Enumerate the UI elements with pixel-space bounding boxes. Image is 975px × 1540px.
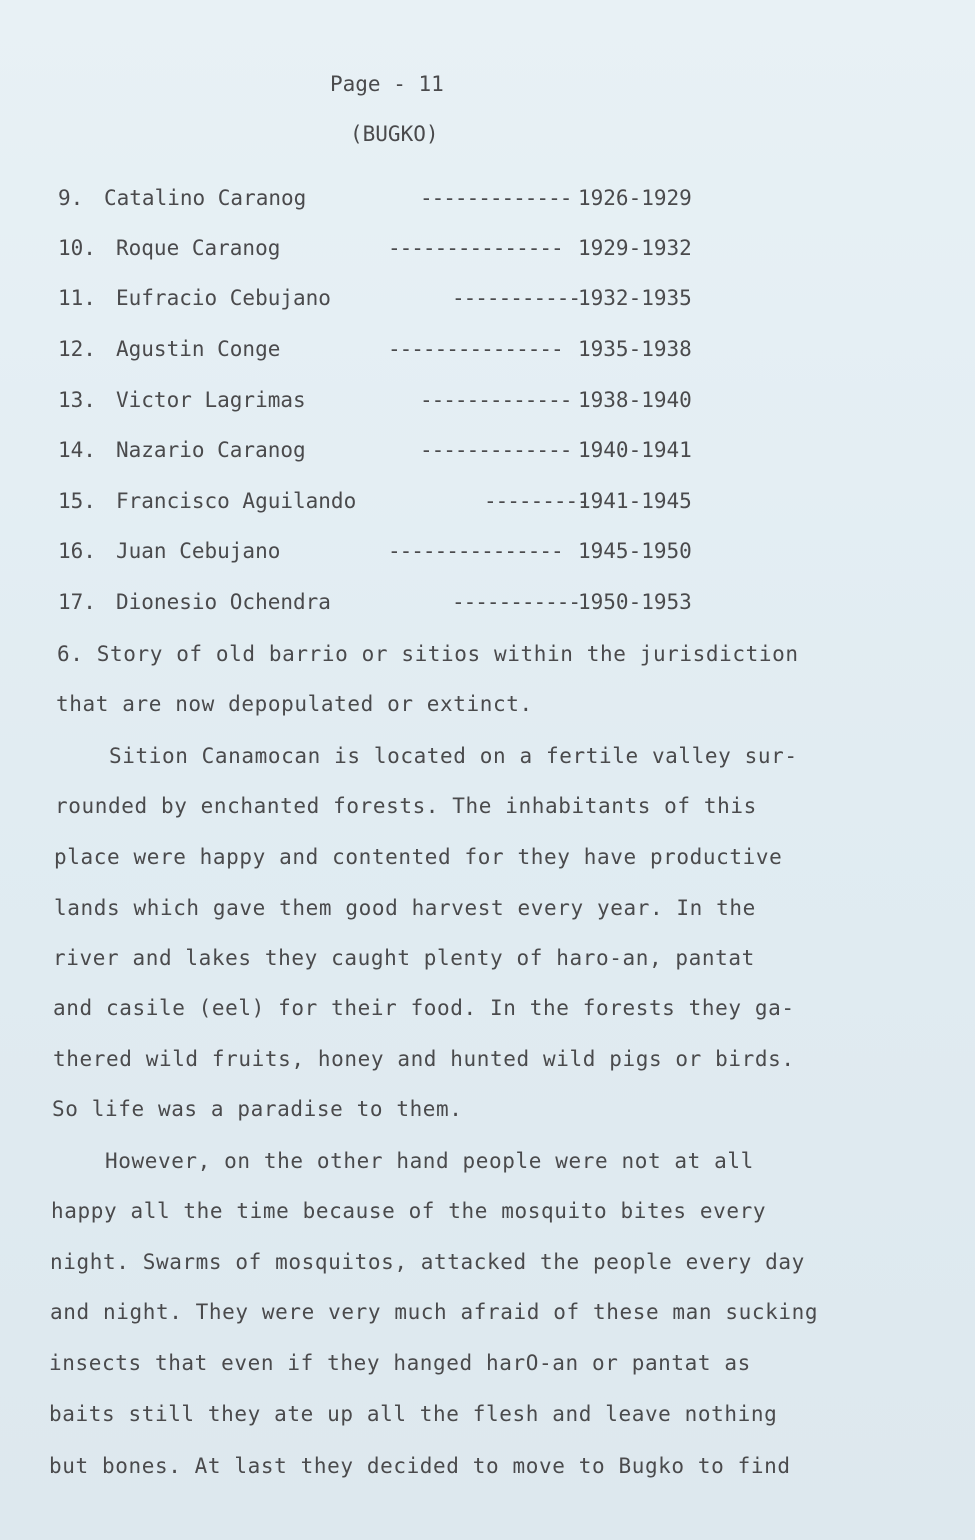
leader-dashes: ------------- <box>420 388 572 412</box>
text-line: and casile (eel) for their food. In the forests they ga- <box>53 996 795 1020</box>
leader-dashes: ----------- <box>452 286 581 310</box>
leader-dashes: --------------- <box>388 539 563 563</box>
official-name: Eufracio Cebujano <box>116 286 331 310</box>
term-years: 1926-1929 <box>578 186 692 210</box>
leader-dashes: --------- <box>484 489 589 513</box>
list-item <box>58 186 718 218</box>
list-item <box>58 286 718 318</box>
text-line: and night. They were very much afraid of these man sucking <box>50 1300 819 1324</box>
list-item-number: 16. <box>58 539 96 563</box>
text-line: Sition Canamocan is located on a fertile valley sur- <box>56 744 798 768</box>
list-item <box>58 438 718 470</box>
leader-dashes: --------------- <box>388 337 563 361</box>
text-line: river and lakes they caught plenty of haro-an, pantat <box>53 946 755 970</box>
section-heading: 6. Story of old barrio or sitios within the jurisdiction <box>57 642 799 666</box>
list-item <box>58 539 718 571</box>
text-line: but bones. At last they decided to move to Bugko to find <box>49 1454 791 1478</box>
official-name: Roque Caranog <box>116 236 281 260</box>
list-item-number: 17. <box>58 590 96 614</box>
list-item-number: 13. <box>58 388 96 412</box>
term-years: 1938-1940 <box>578 388 692 412</box>
official-name: Nazario Caranog <box>116 438 306 462</box>
text-line: However, on the other hand people were not at all <box>52 1149 754 1173</box>
text-line: So life was a paradise to them. <box>52 1097 463 1121</box>
term-years: 1950-1953 <box>578 590 692 614</box>
list-item-number: 10. <box>58 236 96 260</box>
text-line: insects that even if they hanged harO-an or pantat as <box>49 1351 751 1375</box>
list-item-number: 14. <box>58 438 96 462</box>
list-item <box>58 236 718 268</box>
official-name: Juan Cebujano <box>116 539 281 563</box>
official-name: Victor Lagrimas <box>116 388 306 412</box>
text-line: rounded by enchanted forests. The inhabitants of this <box>55 794 757 818</box>
list-item-number: 11. <box>58 286 96 310</box>
leader-dashes: ------------- <box>420 438 572 462</box>
text-line: that are now depopulated or extinct. <box>56 692 533 716</box>
term-years: 1935-1938 <box>578 337 692 361</box>
official-name: Dionesio Ochendra <box>116 590 331 614</box>
page-number: Page - 11 <box>330 72 444 96</box>
text-line: lands which gave them good harvest every year. In the <box>54 896 756 920</box>
text-line: happy all the time because of the mosquito bites every <box>51 1199 767 1223</box>
text-line: thered wild fruits, honey and hunted wild pigs or birds. <box>53 1047 795 1071</box>
list-item-number: 9. <box>58 186 84 210</box>
leader-dashes: ------------- <box>420 186 572 210</box>
text-line: baits still they ate up all the flesh and leave nothing <box>49 1402 778 1426</box>
official-name: Catalino Caranog <box>104 186 307 210</box>
leader-dashes: --------------- <box>388 236 563 260</box>
list-item <box>58 489 718 521</box>
leader-dashes: ----------- <box>452 590 581 614</box>
official-name: Agustin Conge <box>116 337 281 361</box>
list-item-number: 12. <box>58 337 96 361</box>
text-line: night. Swarms of mosquitos, attacked the people every day <box>50 1250 805 1274</box>
term-years: 1941-1945 <box>578 489 692 513</box>
term-years: 1945-1950 <box>578 539 692 563</box>
list-item <box>58 337 718 369</box>
term-years: 1929-1932 <box>578 236 692 260</box>
list-item-number: 15. <box>58 489 96 513</box>
list-item <box>58 590 718 622</box>
term-years: 1932-1935 <box>578 286 692 310</box>
text-line: place were happy and contented for they have productive <box>54 845 783 869</box>
term-years: 1940-1941 <box>578 438 692 462</box>
barrio-name: (BUGKO) <box>350 122 439 146</box>
official-name: Francisco Aguilando <box>116 489 357 513</box>
list-item <box>58 388 718 420</box>
